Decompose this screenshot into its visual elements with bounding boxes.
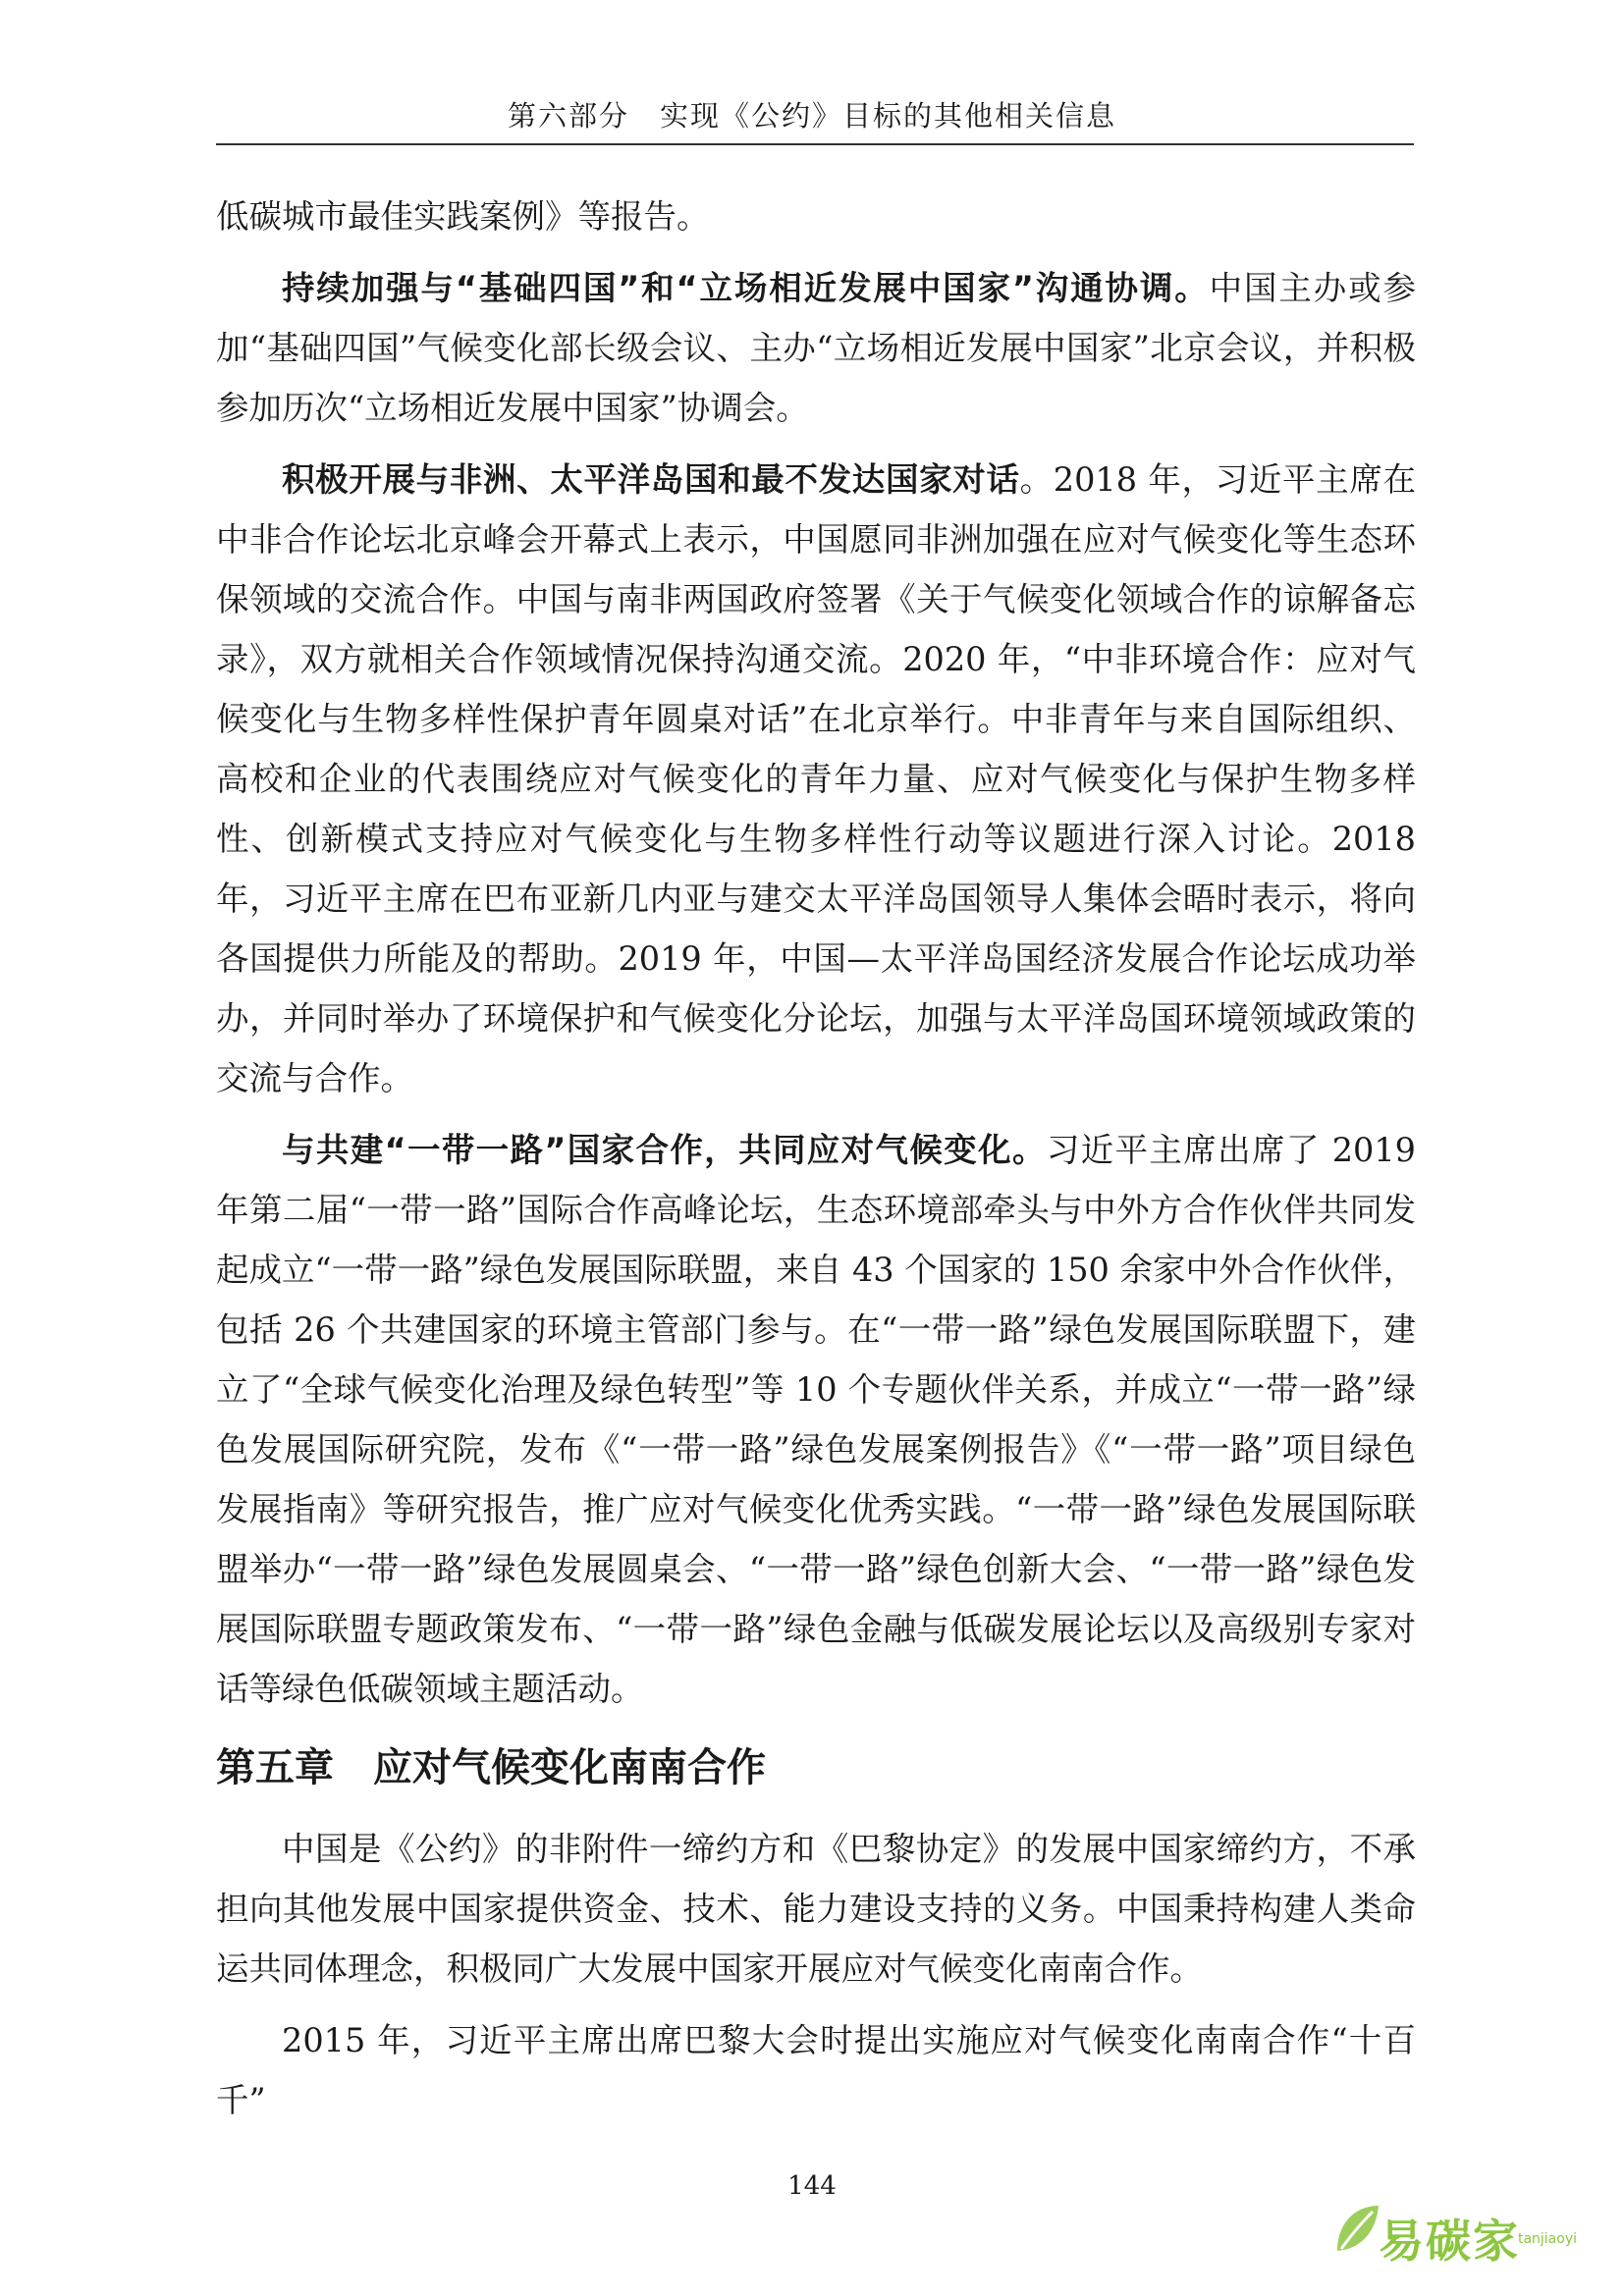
paragraph [216,1120,1416,1719]
paragraph [216,1819,1416,1999]
paragraph-text: 。2018 年，习近平主席在中非合作论坛北京峰会开幕式上表示，中国愿同非洲加强在应对气候变化等生态环保领域的交流合作。中国与南非两国政府签署《关于气候变化领域合作的谅解备忘录》，双方就相关合作领域情况保持沟通交流。2020 年，“中非环境合作：应对气候变化与生物多样性保护青年圆桌对话”在北京举行。中非青年与来自国际组织、高校和企业的代表围绕应对气候变化的青年力量、应对气候变化与保护生物多样性、创新模式支持应对气候变化与生物多样性行动等议题进行深入讨论。2018 年，习近平主席在巴布亚新几内亚与建交太平洋岛国领导人集体会晤时表示，将向各国提供力所能及的帮助。2019 年，中国—太平洋岛国经济发展合作论坛成功举办，并同时举办了环境保护和气候变化分论坛，加强与太平洋岛国环境领域政策的交流与合作。 [216,460,1417,1097]
body-text [216,187,1416,2142]
paragraph [216,450,1416,1108]
paragraph-text: 中国主办或参加“基础四国”气候变化部长级会议、主办“立场相近发展中国家”北京会议，并积极参加历次“立场相近发展中国家”协调会。 [216,269,1416,427]
paragraph [216,2010,1416,2130]
paragraph-text: 中国是《公约》的非附件一缔约方和《巴黎协定》的发展中国家缔约方，不承担向其他发展中国家提供资金、技术、能力建设支持的义务。中国秉持构建人类命运共同体理念，积极同广大发展中国家开展应对气候变化南南合作。 [216,1830,1416,1988]
leaf-icon [1331,2200,1382,2259]
page-number: 144 [787,2171,837,2201]
paragraph-text: 低碳城市最佳实践案例》等报告。 [216,197,710,236]
paragraph [216,187,1416,246]
paragraph [216,258,1416,438]
header-rule [216,143,1414,145]
watermark-logo [1331,2192,1577,2274]
paragraph-lead: 与共建“一带一路”国家合作，共同应对气候变化。 [282,1131,1047,1169]
running-header: 第六部分 实现《公约》目标的其他相关信息 [507,99,1116,133]
paragraph-lead: 积极开展与非洲、太平洋岛国和最不发达国家对话 [282,460,1020,499]
paragraph-text: 2015 年，习近平主席出席巴黎大会时提出实施应对气候变化南南合作“十百千” [216,2021,1416,2119]
paragraph-lead: 持续加强与“基础四国”和“立场相近发展中国家”沟通协调。 [282,269,1210,307]
chapter-heading: 第五章 应对气候变化南南合作 [216,1745,766,1790]
paragraph-text: 习近平主席出席了 2019 年第二届“一带一路”国际合作高峰论坛，生态环境部牵头与中外方合作伙伴共同发起成立“一带一路”绿色发展国际联盟，来自 43 个国家的 150 余家中外合作伙伴，包括 26 个共建国家的环境主管部门参与。在“一带一路”绿色发展国际联盟下，建立了“全球气候变化治理及绿色转型”等 10 个专题伙伴关系，并成立“一带一路”绿色发展国际研究院，发布《“一带一路”绿色发展案例报告》《“一带一路”项目绿色发展指南》等研究报告，推广应对气候变化优秀实践。“一带一路”绿色发展国际联盟举办“一带一路”绿色发展圆桌会、“一带一路”绿色创新大会、“一带一路”绿色发展国际联盟专题政策发布、“一带一路”绿色金融与低碳发展论坛以及高级别专家对话等绿色低碳领域主题活动。 [216,1131,1416,1708]
watermark-domain: tanjiaoyi [1517,2231,1577,2247]
watermark-brand: 易碳家 [1379,2215,1520,2268]
